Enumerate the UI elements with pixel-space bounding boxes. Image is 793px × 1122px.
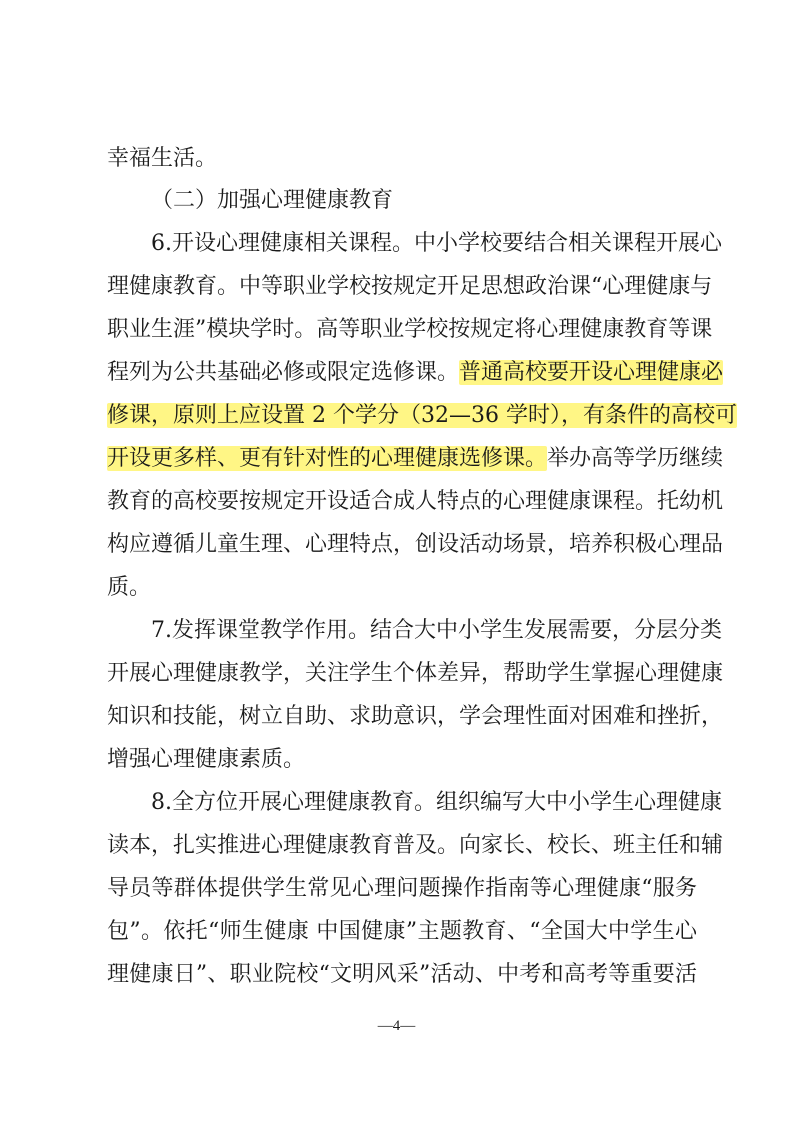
paragraph-line: 质。 bbox=[107, 575, 152, 600]
highlighted-text: 修课，原则上应设置 2 个学分（32—36 学时），有条件的高校可 bbox=[107, 403, 737, 428]
paragraph-line: 导员等群体提供学生常见心理问题操作指南等心理健康“服务 bbox=[107, 876, 697, 901]
paragraph-line: 幸福生活。 bbox=[107, 146, 218, 171]
paragraph-line: 读本，扎实推进心理健康教育普及。向家长、校长、班主任和辅 bbox=[107, 833, 724, 858]
paragraph-line: 构应遵循儿童生理、心理特点，创设活动场景，培养积极心理品 bbox=[107, 532, 724, 557]
highlighted-text: 普通高校要开设心理健康必 bbox=[459, 360, 724, 385]
paragraph-line: 知识和技能，树立自助、求助意识，学会理性面对困难和挫折， bbox=[107, 704, 724, 729]
paragraph-line: 理健康日”、职业院校“文明风采”活动、中考和高考等重要活 bbox=[107, 962, 697, 987]
paragraph-line: 教育的高校要按规定开设适合成人特点的心理健康课程。托幼机 bbox=[107, 489, 724, 514]
section-heading: （二）加强心理健康教育 bbox=[151, 188, 394, 213]
paragraph-line bbox=[107, 437, 724, 481]
highlighted-text: 开设更多样、更有针对性的心理健康选修课。 bbox=[107, 446, 548, 471]
line-segment: 举办高等学历继续 bbox=[547, 446, 724, 471]
paragraph-line bbox=[107, 351, 724, 395]
line-segment: 程列为公共基础必修或限定选修课。 bbox=[107, 360, 460, 385]
paragraph-line: 6.开设心理健康相关课程。中小学校要结合相关课程开展心 bbox=[151, 231, 722, 256]
paragraph-line: 职业生涯”模块学时。高等职业学校按规定将心理健康教育等课 bbox=[107, 317, 713, 342]
paragraph-line: 增强心理健康素质。 bbox=[107, 747, 306, 772]
paragraph-line: 开展心理健康教学，关注学生个体差异，帮助学生掌握心理健康 bbox=[107, 661, 724, 686]
paragraph-line: 7.发挥课堂教学作用。结合大中小学生发展需要，分层分类 bbox=[151, 618, 722, 643]
paragraph-line: 包”。依托“师生健康 中国健康”主题教育、“全国大中学生心 bbox=[107, 919, 697, 944]
paragraph-line: 理健康教育。中等职业学校按规定开足思想政治课“心理健康与 bbox=[107, 274, 713, 299]
paragraph-line: 8.全方位开展心理健康教育。组织编写大中小学生心理健康 bbox=[151, 790, 722, 815]
paragraph-line bbox=[107, 394, 737, 438]
page-number: —4— bbox=[377, 1018, 416, 1034]
